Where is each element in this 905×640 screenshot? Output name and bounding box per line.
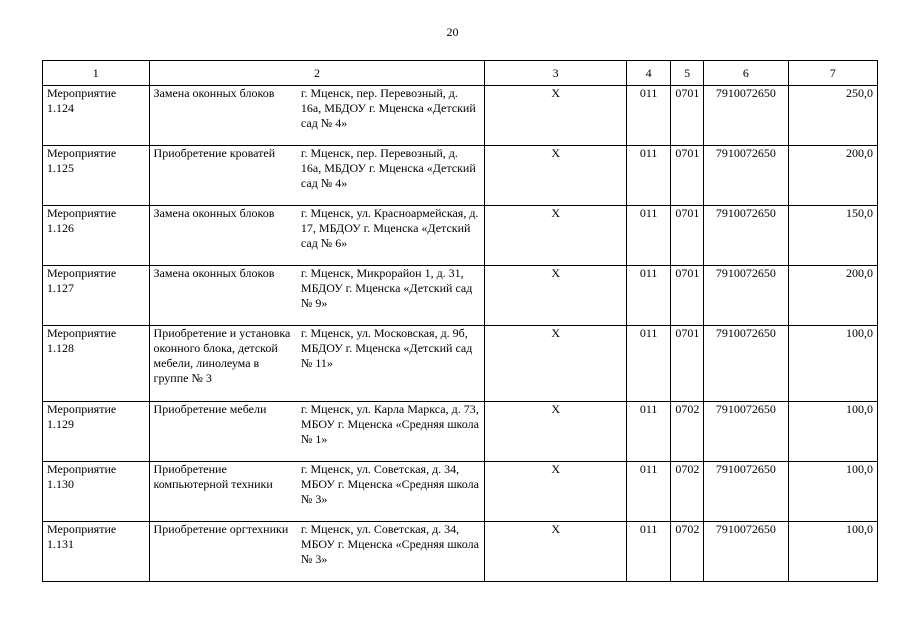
header-col-3: 3: [485, 61, 626, 86]
marker-cell: Х: [485, 522, 626, 582]
code-cell-5: 0701: [671, 86, 704, 146]
address-cell: г. Мценск, Микрорайон 1, д. 31, МБДОУ г. Мценска «Детский сад № 9»: [297, 266, 485, 326]
code-cell-6: 7910072650: [703, 146, 788, 206]
name-cell: Замена оконных блоков: [149, 86, 297, 146]
code-cell-4: 011: [626, 462, 671, 522]
event-cell: Мероприятие 1.131: [43, 522, 150, 582]
name-cell: Замена оконных блоков: [149, 206, 297, 266]
marker-cell: Х: [485, 402, 626, 462]
code-cell-6: 7910072650: [703, 266, 788, 326]
code-cell-4: 011: [626, 522, 671, 582]
marker-cell: Х: [485, 86, 626, 146]
address-cell: г. Мценск, пер. Перевозный, д. 16а, МБДОУ г. Мценска «Детский сад № 4»: [297, 86, 485, 146]
event-cell: Мероприятие 1.130: [43, 462, 150, 522]
code-cell-5: 0701: [671, 206, 704, 266]
table-row: [43, 462, 878, 522]
amount-cell: 100,0: [788, 462, 877, 522]
code-cell-4: 011: [626, 402, 671, 462]
name-cell: Приобретение кроватей: [149, 146, 297, 206]
header-col-6: 6: [703, 61, 788, 86]
event-cell: Мероприятие 1.129: [43, 402, 150, 462]
table-row: [43, 522, 878, 582]
address-cell: г. Мценск, ул. Красноармейская, д. 17, МБДОУ г. Мценска «Детский сад № 6»: [297, 206, 485, 266]
code-cell-4: 011: [626, 86, 671, 146]
code-cell-6: 7910072650: [703, 86, 788, 146]
header-col-2: 2: [149, 61, 485, 86]
code-cell-6: 7910072650: [703, 206, 788, 266]
header-col-5: 5: [671, 61, 704, 86]
table-row: [43, 86, 878, 146]
marker-cell: Х: [485, 266, 626, 326]
name-cell: Приобретение и установка оконного блока, детской мебели, линолеума в группе № 3: [149, 326, 297, 402]
table-body: [43, 86, 878, 582]
amount-cell: 200,0: [788, 146, 877, 206]
table-row: [43, 402, 878, 462]
address-cell: г. Мценск, ул. Советская, д. 34, МБОУ г. Мценска «Средняя школа № 3»: [297, 522, 485, 582]
event-cell: Мероприятие 1.126: [43, 206, 150, 266]
amount-cell: 100,0: [788, 402, 877, 462]
table-row: [43, 266, 878, 326]
event-cell: Мероприятие 1.125: [43, 146, 150, 206]
header-col-7: 7: [788, 61, 877, 86]
code-cell-6: 7910072650: [703, 522, 788, 582]
header-col-4: 4: [626, 61, 671, 86]
name-cell: Приобретение компьютерной техники: [149, 462, 297, 522]
table-row: [43, 206, 878, 266]
code-cell-6: 7910072650: [703, 462, 788, 522]
address-cell: г. Мценск, ул. Карла Маркса, д. 73, МБОУ г. Мценска «Средняя школа № 1»: [297, 402, 485, 462]
amount-cell: 100,0: [788, 522, 877, 582]
address-cell: г. Мценск, пер. Перевозный, д. 16а, МБДОУ г. Мценска «Детский сад № 4»: [297, 146, 485, 206]
event-cell: Мероприятие 1.127: [43, 266, 150, 326]
marker-cell: Х: [485, 326, 626, 402]
amount-cell: 250,0: [788, 86, 877, 146]
code-cell-5: 0702: [671, 522, 704, 582]
code-cell-5: 0701: [671, 326, 704, 402]
marker-cell: Х: [485, 206, 626, 266]
code-cell-6: 7910072650: [703, 326, 788, 402]
name-cell: Приобретение оргтехники: [149, 522, 297, 582]
name-cell: Замена оконных блоков: [149, 266, 297, 326]
code-cell-5: 0702: [671, 462, 704, 522]
amount-cell: 100,0: [788, 326, 877, 402]
event-cell: Мероприятие 1.124: [43, 86, 150, 146]
code-cell-4: 011: [626, 266, 671, 326]
code-cell-4: 011: [626, 326, 671, 402]
budget-table: [42, 60, 878, 582]
address-cell: г. Мценск, ул. Советская, д. 34, МБОУ г. Мценска «Средняя школа № 3»: [297, 462, 485, 522]
table-row: [43, 326, 878, 402]
table-row: [43, 146, 878, 206]
name-cell: Приобретение мебели: [149, 402, 297, 462]
marker-cell: Х: [485, 146, 626, 206]
event-cell: Мероприятие 1.128: [43, 326, 150, 402]
header-col-1: 1: [43, 61, 150, 86]
table-header-row: [43, 61, 878, 86]
marker-cell: Х: [485, 462, 626, 522]
code-cell-4: 011: [626, 206, 671, 266]
page-number: 20: [446, 25, 459, 39]
amount-cell: 150,0: [788, 206, 877, 266]
amount-cell: 200,0: [788, 266, 877, 326]
code-cell-5: 0702: [671, 402, 704, 462]
address-cell: г. Мценск, ул. Московская, д. 9б, МБДОУ г. Мценска «Детский сад № 11»: [297, 326, 485, 402]
code-cell-4: 011: [626, 146, 671, 206]
code-cell-5: 0701: [671, 266, 704, 326]
code-cell-6: 7910072650: [703, 402, 788, 462]
code-cell-5: 0701: [671, 146, 704, 206]
